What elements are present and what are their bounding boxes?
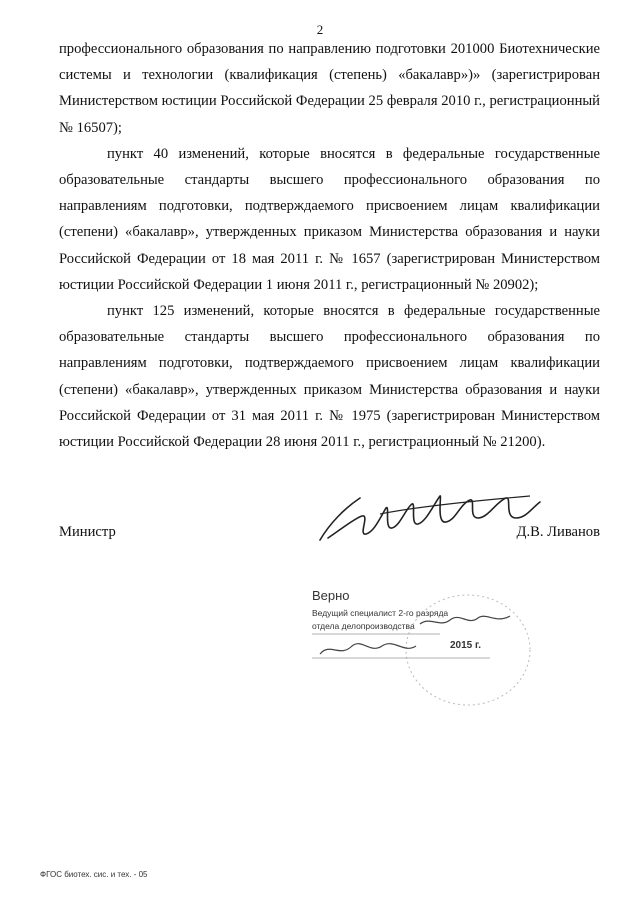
paragraph-item-125: пункт 125 изменений, которые вносятся в федеральные государственные образовательные стандарты высшего профессионального образования по направлениям подготовки, подтверждаемого присвоением лицам квалификации (степени) «бакалавр», утвержденных приказом Министерства образования и науки Российской Федерации от 31 мая 2011 г. № 1975 (зарегистрирован Министерством юстиции Российской Федерации 28 июня 2011 г., регистрационный № 21200). (59, 303, 600, 451)
paragraph-item-40: пункт 40 изменений, которые вносятся в федеральные государственные образовательные стандарты высшего профессионального образования по направлениям подготовки, подтверждаемого присвоением лицам квалификации (степени) «бакалавр», утвержденных приказом Министерства образования и науки Российской Федерации от 18 мая 2011 г. № 1657 (зарегистрирован Министерством юстиции Российской Федерации 1 июня 2011 г., регистрационный № 20902); (59, 145, 600, 293)
document-body (59, 36, 600, 455)
footer-code: ФГОС биотех. сис. и тех. - 05 (40, 870, 148, 879)
handwritten-signature (300, 478, 550, 558)
stamp-verified-word: Верно (312, 588, 350, 603)
stamp-year: 2015 г. (450, 640, 481, 651)
minister-name: Д.В. Ливанов (516, 524, 600, 540)
paragraph-continuation: профессионального образования по направлению подготовки 201000 Биотехнические системы и технологии (квалификация (степень) «бакалавр»)» (зарегистрирован Министерством юстиции Российской Федерации 25 февраля 2010 г., регистрационный № 16507); (59, 41, 600, 136)
certification-stamp (300, 580, 540, 710)
stamp-position: Ведущий специалист 2-го разряда (312, 608, 449, 618)
stamp-department: отдела делопроизводства (312, 621, 415, 631)
page-number: 2 (316, 22, 324, 37)
minister-title: Министр (59, 524, 116, 540)
